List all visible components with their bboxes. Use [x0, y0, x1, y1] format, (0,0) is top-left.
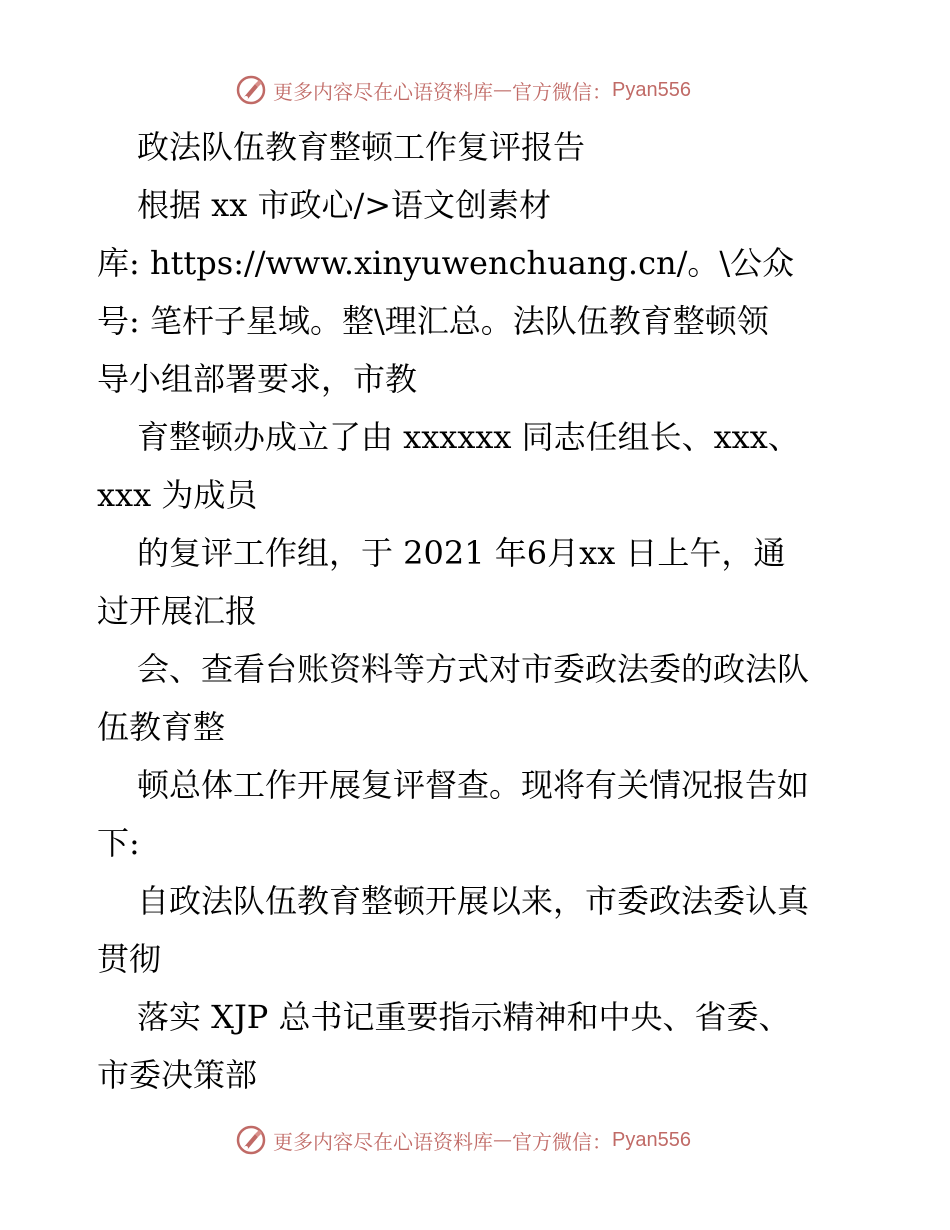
text-line: 市委决策部	[97, 1056, 258, 1094]
text-line: 根据 xx 市政心/>语文创素材	[137, 186, 552, 224]
watermark-separator: —	[493, 79, 512, 101]
text-line: 育整顿办成立了由 xxxxxx 同志任组长、xxx、	[137, 418, 800, 456]
text-line: 贯彻	[97, 940, 162, 978]
watermark-wechat-label: 官方微信：	[512, 79, 612, 104]
text-line: 落实 XJP 总书记重要指示精神和中央、省委、	[137, 998, 791, 1036]
footer-watermark	[235, 1122, 691, 1158]
text-line: 会、查看台账资料等方式对市委政法委的政法队	[137, 650, 810, 688]
pen-logo-icon	[235, 74, 267, 106]
document-body	[97, 118, 867, 1104]
text-line: 下:	[97, 824, 140, 862]
text-line: 号: 笔杆子星域。整\理汇总。法队伍教育整顿领	[97, 302, 769, 340]
watermark-separator: —	[493, 1129, 512, 1151]
watermark-wechat-id: Pyan556	[612, 78, 691, 101]
text-line: 伍教育整	[97, 708, 226, 746]
watermark-text: 更多内容尽在心语资料库	[273, 79, 493, 104]
pen-logo-icon	[235, 1124, 267, 1156]
header-watermark	[235, 72, 691, 108]
text-line: 过开展汇报	[97, 592, 258, 630]
watermark-wechat-label: 官方微信：	[512, 1129, 612, 1154]
watermark-text: 更多内容尽在心语资料库	[273, 1129, 493, 1154]
text-line: 顿总体工作开展复评督查。现将有关情况报告如	[137, 766, 810, 804]
text-line: 库: https://www.xinyuwenchuang.cn/。\公众	[97, 244, 795, 282]
text-line: 的复评工作组，于 2021 年6月xx 日上午，通	[137, 534, 786, 572]
text-line: 自政法队伍教育整顿开展以来，市委政法委认真	[137, 882, 810, 920]
watermark-wechat-id: Pyan556	[612, 1128, 691, 1151]
document-title: 政法队伍教育整顿工作复评报告	[137, 128, 586, 166]
text-line: xxx 为成员	[97, 476, 258, 514]
text-line: 导小组部署要求，市教	[97, 360, 418, 398]
